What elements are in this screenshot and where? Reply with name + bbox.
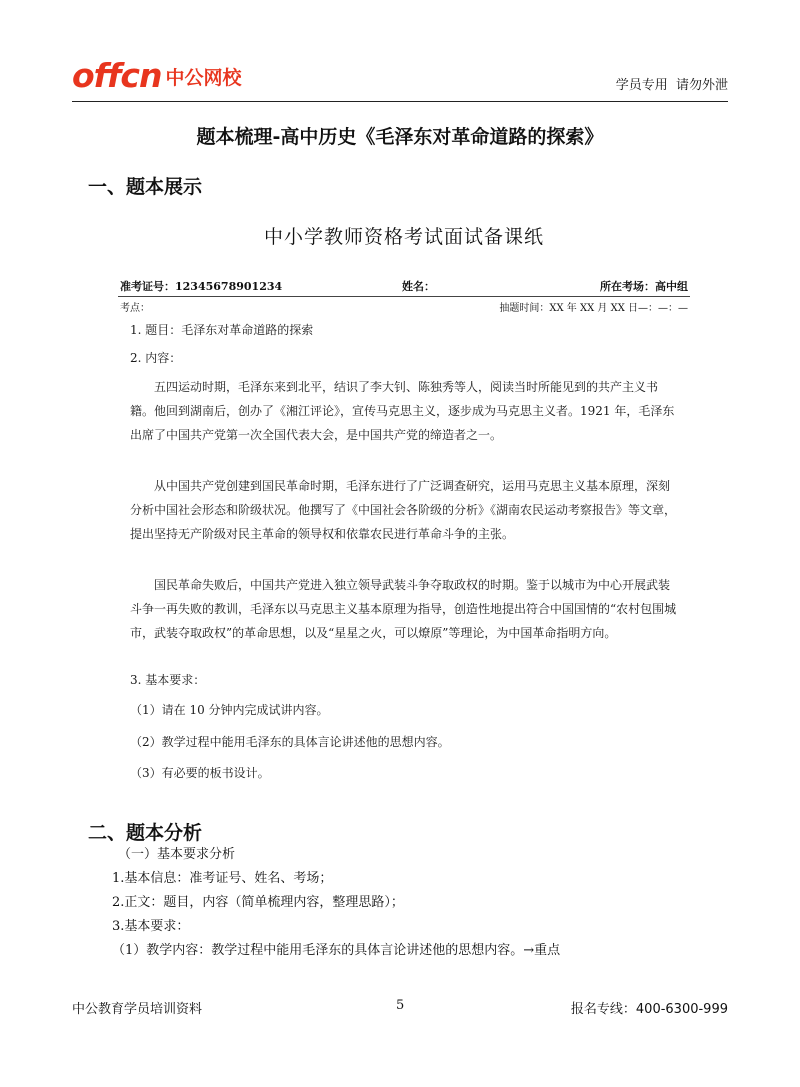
exam-requirement-2: （2）教学过程中能用毛泽东的具体言论讲述他的思想内容。: [130, 735, 450, 749]
exam-info-divider: [118, 296, 690, 297]
exam-paragraph-2: 从中国共产党创建到国民革命时期，毛泽东进行了广泛调查研究，运用马克思主义基本原理，深刻分析中国社会形态和阶级状况。他撰写了《中国社会各阶级的分析》《湖南农民运动考察报告》等文章，提出坚持无产阶级对民主革命的领导权和依靠农民进行革命斗争的主张。: [130, 479, 677, 541]
exam-paragraph-1: 五四运动时期，毛泽东来到北平，结识了李大钊、陈独秀等人，阅读当时所能见到的共产主义书籍。他回到湖南后，创办了《湘江评论》，宣传马克思主义，逐步成为马克思主义者。1921 年，毛泽东出席了中国共产党第一次全国代表大会，是中国共产党的缔造者之一。: [130, 380, 675, 442]
exam-room-label: 所在考场：高中组: [600, 280, 688, 293]
exam-requirement-3: （3）有必要的板书设计。: [130, 766, 270, 780]
exam-content-label: 2. 内容：: [130, 351, 182, 365]
header-divider: [72, 101, 728, 102]
header-notice: 学员专用 请勿外泄: [615, 78, 728, 93]
section-heading-analysis: 二、题本分析: [88, 822, 203, 844]
analysis-line-2: 2.正文：题目，内容（简单梳理内容，整理思路）；: [112, 895, 404, 910]
offcn-logo: [72, 58, 241, 94]
exam-time-label: 抽题时间：XX 年 XX 月 XX 日—：—：—: [499, 303, 688, 314]
footer-left: 中公教育学员培训资料: [72, 1002, 203, 1017]
exam-sub-row: [120, 299, 688, 315]
exam-requirement-1: （1）请在 10 分钟内完成试讲内容。: [130, 703, 329, 717]
page-number: 5: [396, 998, 405, 1013]
section-heading-display: 一、题本展示: [88, 176, 203, 198]
exam-name-label: 姓名：: [402, 280, 435, 293]
exam-sheet-image: [118, 200, 690, 800]
exam-info-row: [120, 278, 688, 296]
exam-requirements-label: 3. 基本要求：: [130, 673, 206, 687]
exam-paragraph-3: 国民革命失败后，中国共产党进入独立领导武装斗争夺取政权的时期。鉴于以城市为中心开展武装斗争一再失败的教训，毛泽东以马克思主义基本原理为指导，创造性地提出符合中国国情的“农村包围城市，武装夺取政权”的革命思想，以及“星星之火，可以燎原”等理论，为中国革命指明方向。: [130, 578, 677, 640]
analysis-subheading: （一）基本要求分析: [118, 847, 236, 862]
footer-right: 报名专线：400-6300-999: [570, 1002, 728, 1017]
logo-chinese-text: 中公网校: [165, 67, 242, 89]
document-title: 题本梳理-高中历史《毛泽东对革命道路的探索》: [196, 126, 604, 148]
page-header: [72, 58, 728, 102]
logo-latin-text: offcn: [72, 56, 162, 95]
analysis-line-4: （1）教学内容：教学过程中能用毛泽东的具体言论讲述他的思想内容。→重点: [112, 943, 561, 958]
exam-question-topic: 1. 题目：毛泽东对革命道路的探索: [130, 323, 314, 337]
exam-sheet-title: 中小学教师资格考试面试备课纸: [263, 226, 544, 248]
analysis-line-1: 1.基本信息：准考证号、姓名、考场；: [112, 871, 333, 886]
exam-point-label: 考点：: [120, 303, 150, 314]
exam-id-label: 准考证号：12345678901234: [120, 280, 283, 293]
analysis-line-3: 3.基本要求：: [112, 919, 190, 934]
